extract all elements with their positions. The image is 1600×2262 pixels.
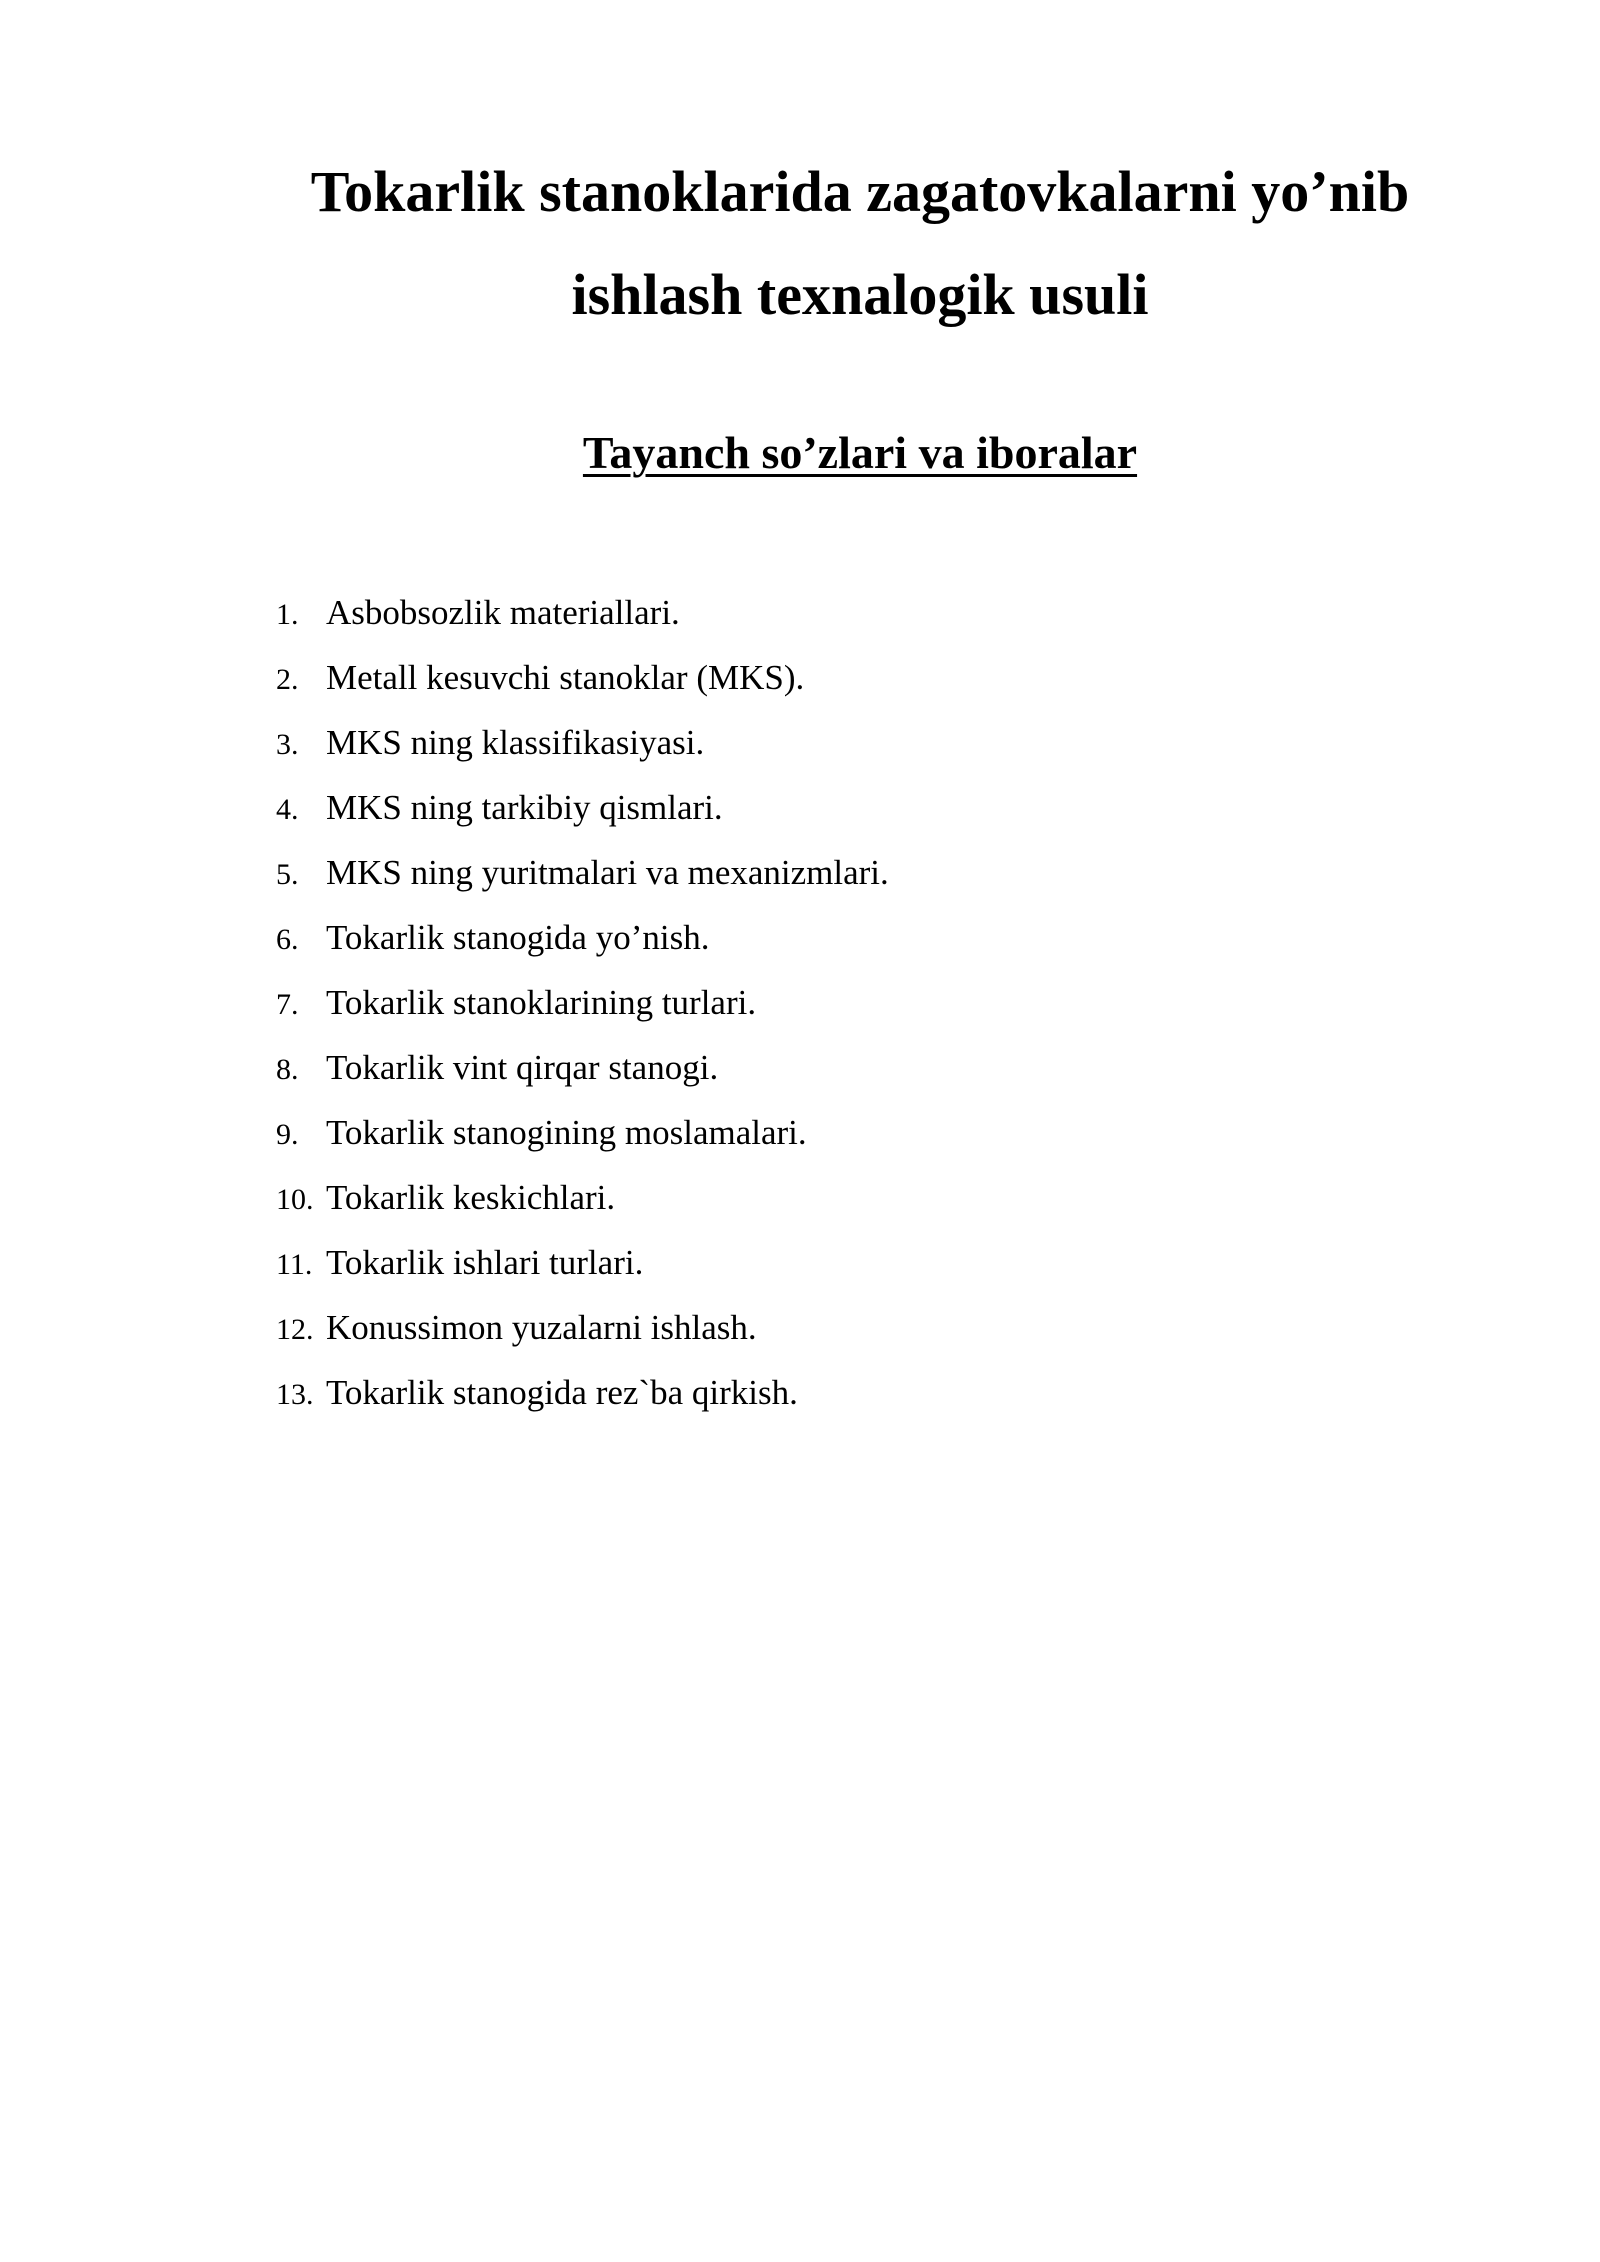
list-item	[276, 1100, 889, 1165]
list-item-number: 9.	[276, 1118, 299, 1151]
list-item	[276, 710, 889, 775]
list-item-text: Tokarlik keskichlari.	[326, 1178, 616, 1217]
list-item	[276, 905, 889, 970]
list-item-number: 2.	[276, 663, 299, 696]
list-item	[276, 1035, 889, 1100]
list-item	[276, 1295, 889, 1360]
list-item-number: 5.	[276, 858, 299, 891]
list-item-number: 12.	[276, 1313, 314, 1346]
page-title	[200, 140, 1520, 346]
list-item-number: 13.	[276, 1378, 314, 1411]
title-line-2: ishlash texnalogik usuli	[571, 262, 1149, 327]
list-item-number: 1.	[276, 598, 299, 631]
list-item	[276, 1165, 889, 1230]
list-item-number: 4.	[276, 793, 299, 826]
list-item-text: Tokarlik stanogining moslamalari.	[326, 1113, 807, 1152]
list-item	[276, 970, 889, 1035]
list-item-text: Tokarlik stanoklarining turlari.	[326, 983, 757, 1022]
list-item-text: Tokarlik ishlari turlari.	[326, 1243, 644, 1282]
list-item-text: MKS ning klassifikasiyasi.	[326, 723, 705, 762]
list-item-text: Metall kesuvchi stanoklar (MKS).	[326, 658, 805, 697]
section-heading: Tayanch so’zlari va iboralar	[582, 427, 1138, 478]
list-item	[276, 775, 889, 840]
list-item-number: 6.	[276, 923, 299, 956]
list-item	[276, 645, 889, 710]
list-item-text: Tokarlik stanogida yo’nish.	[326, 918, 710, 957]
list-item-number: 11.	[276, 1248, 313, 1281]
list-item	[276, 1230, 889, 1295]
list-item-number: 3.	[276, 728, 299, 761]
list-item-number: 7.	[276, 988, 299, 1021]
keyword-list	[276, 580, 889, 1425]
list-item	[276, 1360, 889, 1425]
list-item-text: Tokarlik stanogida rez`ba qirkish.	[326, 1373, 798, 1412]
list-item-text: MKS ning tarkibiy qismlari.	[326, 788, 723, 827]
list-item-text: Konussimon yuzalarni ishlash.	[326, 1308, 757, 1347]
list-item	[276, 580, 889, 645]
list-item-text: Tokarlik vint qirqar stanogi.	[326, 1048, 719, 1087]
list-item-text: Asbobsozlik materiallari.	[326, 593, 680, 632]
title-line-1: Tokarlik stanoklarida zagatovkalarni yo’nib	[310, 159, 1410, 224]
list-item-number: 8.	[276, 1053, 299, 1086]
list-item-text: MKS ning yuritmalari va mexanizmlari.	[326, 853, 889, 892]
list-item	[276, 840, 889, 905]
list-item-number: 10.	[276, 1183, 314, 1216]
